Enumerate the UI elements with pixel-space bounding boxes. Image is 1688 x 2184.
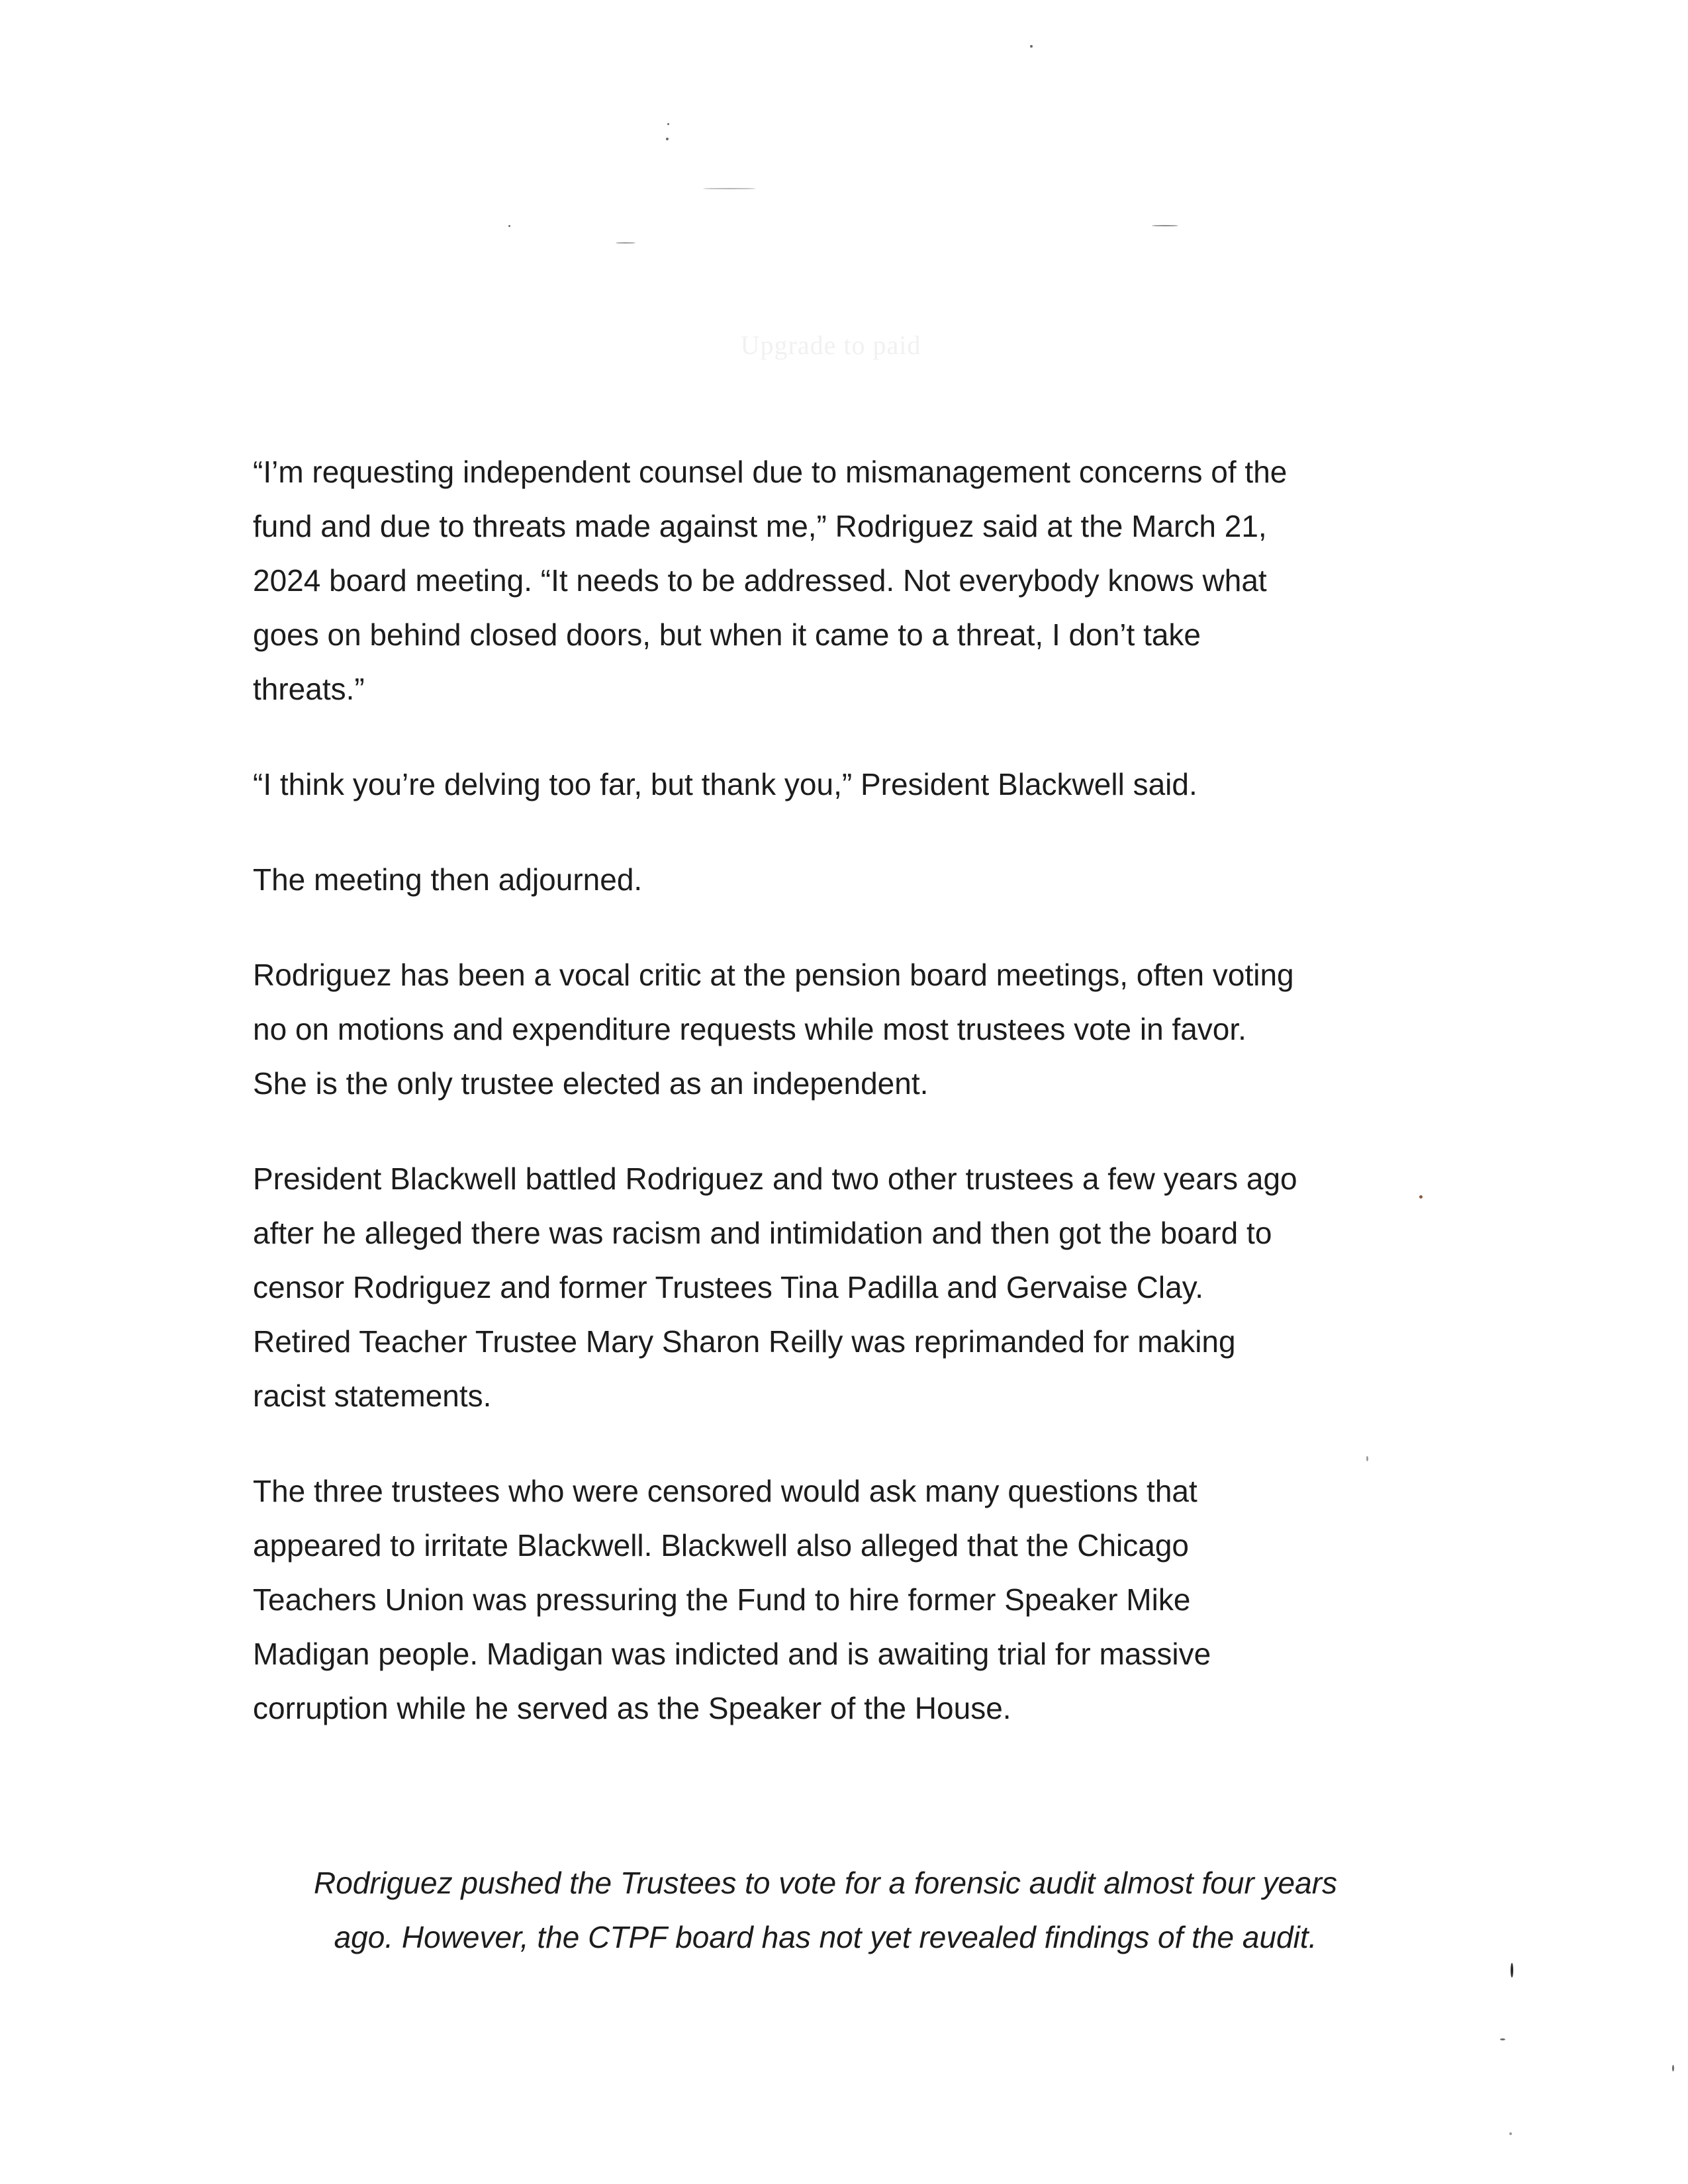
scan-speck	[1511, 1963, 1513, 1978]
scan-speck	[667, 123, 669, 125]
scan-speck	[1030, 45, 1033, 48]
paragraph: President Blackwell battled Rodriguez and two other trustees a few years ago after he alleged there was racism and intimidation and then got the board to censor Rodriguez and former Trustees Tina Padilla and Gervaise Clay. Retired Teacher Trustee Mary Sharon Reilly was reprimanded for making racist statements.	[253, 1161, 1297, 1413]
scan-speck	[1500, 2038, 1505, 2040]
scan-speck	[508, 225, 510, 227]
paragraph: Rodriguez has been a vocal critic at the pension board meetings, often voting no on motions and expenditure requests while most trustees vote in favor. She is the only trustee elected as an independent.	[253, 958, 1294, 1101]
article-body	[253, 445, 1398, 1776]
faded-header-text: Upgrade to paid	[740, 330, 921, 360]
paragraph: “I think you’re delving too far, but thank you,” President Blackwell said.	[253, 767, 1197, 801]
scan-speck	[1419, 1195, 1423, 1199]
paragraph: The meeting then adjourned.	[253, 862, 643, 897]
scan-speck	[666, 138, 669, 140]
scan-speck	[1672, 2065, 1674, 2071]
scan-speck	[616, 242, 635, 244]
scan-speck	[1152, 225, 1178, 226]
scan-speck	[1509, 2132, 1512, 2135]
scan-speck	[703, 188, 756, 189]
paragraph: The three trustees who were censored would ask many questions that appeared to irritate Blackwell. Blackwell also alleged that the Chicago Teachers Union was pressuring the Fund to hire former Speaker Mike Madigan people. Madigan was indicted and is awaiting trial for massive corruption while he served as the Speaker of the House.	[253, 1474, 1211, 1725]
paragraph: “I’m requesting independent counsel due to mismanagement concerns of the fund and due to threats made against me,” Rodriguez said at the March 21, 2024 board meeting. “It needs to be addressed. Not everybody knows what goes on behind closed doors, but when it came to a threat, I don’t take threats.”	[253, 455, 1288, 706]
closing-note: Rodriguez pushed the Trustees to vote for a forensic audit almost four years ago. However, the CTPF board has not yet revealed findings of the audit.	[313, 1866, 1338, 1954]
